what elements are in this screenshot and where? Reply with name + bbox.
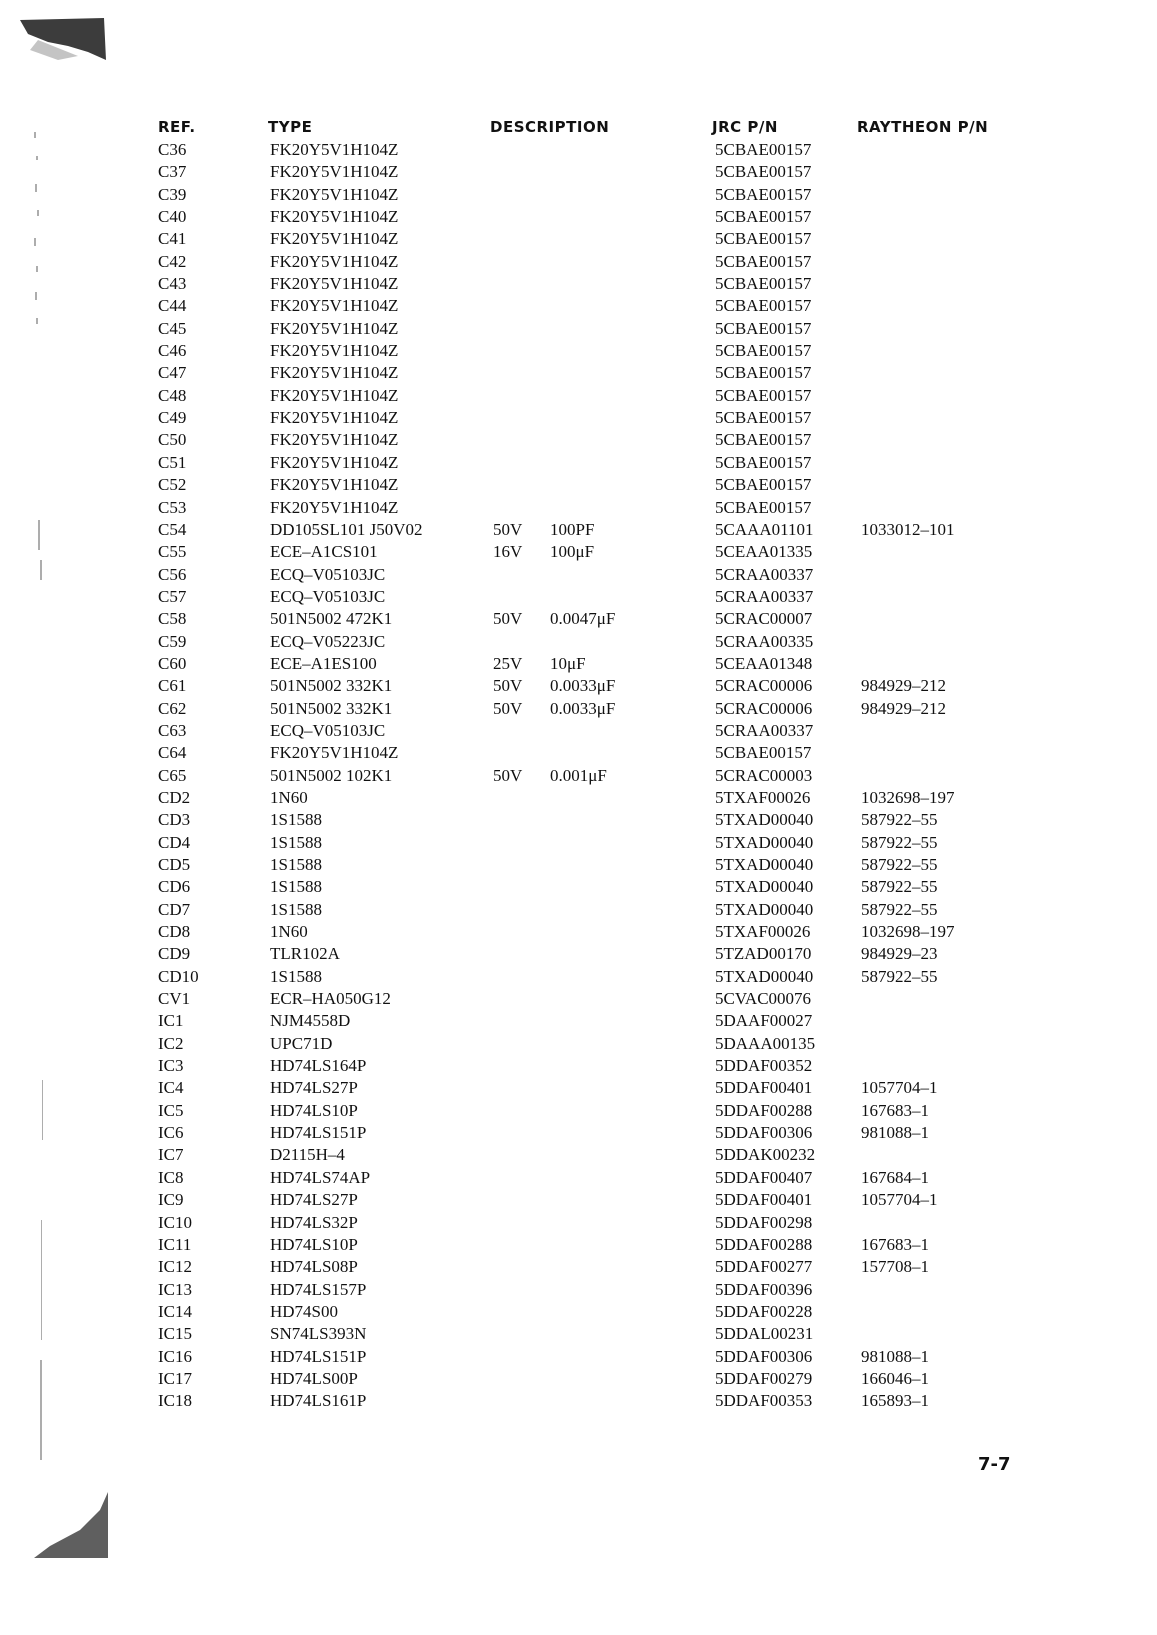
ref-cell: C41 xyxy=(158,229,187,249)
ref-cell: IC16 xyxy=(158,1346,192,1366)
ref-cell: C58 xyxy=(158,609,187,629)
ref-cell: C47 xyxy=(158,363,187,383)
ref-cell: C36 xyxy=(158,140,187,159)
table-row xyxy=(0,1189,1108,1211)
type-cell: HD74LS157P xyxy=(270,1279,367,1299)
raytheon-pn-cell: 984929–212 xyxy=(861,676,946,696)
ref-cell: CV1 xyxy=(158,989,191,1009)
table-row xyxy=(0,295,1108,317)
ref-cell: C37 xyxy=(158,162,187,182)
table-row xyxy=(0,899,1108,921)
voltage-cell: 50V xyxy=(493,765,523,785)
header-ref: REF. xyxy=(158,118,196,136)
ref-cell: CD2 xyxy=(158,787,191,807)
type-cell: HD74LS10P xyxy=(270,1100,358,1120)
header-raytheon-pn: RAYTHEON P/N xyxy=(857,118,989,136)
jrc-pn-cell: 5DDAF00298 xyxy=(715,1212,813,1232)
type-cell: HD74LS27P xyxy=(270,1190,358,1210)
jrc-pn-cell: 5CVAC00076 xyxy=(715,989,812,1009)
table-row xyxy=(0,1077,1108,1099)
type-cell: 1S1588 xyxy=(270,810,322,830)
table-row xyxy=(0,1033,1108,1055)
ref-cell: IC3 xyxy=(158,1056,184,1076)
jrc-pn-cell: 5CBAE00157 xyxy=(715,497,812,517)
jrc-pn-cell: 5DDAF00306 xyxy=(715,1346,813,1366)
value-cell: 0.0033μF xyxy=(550,698,616,718)
jrc-pn-cell: 5CRAA00335 xyxy=(715,631,814,651)
jrc-pn-cell: 5DAAF00027 xyxy=(715,1011,813,1031)
jrc-pn-cell: 5CRAC00003 xyxy=(715,765,813,785)
ref-cell: IC13 xyxy=(158,1279,192,1299)
ref-cell: C52 xyxy=(158,475,187,495)
ref-cell: C62 xyxy=(158,698,187,718)
raytheon-pn-cell: 981088–1 xyxy=(861,1346,929,1366)
type-cell: FK20Y5V1H104Z xyxy=(270,318,399,338)
ref-cell: C46 xyxy=(158,341,187,361)
raytheon-pn-cell: 587922–55 xyxy=(861,855,938,874)
jrc-pn-cell: 5DDAF00288 xyxy=(715,1234,813,1254)
table-row xyxy=(0,340,1108,362)
raytheon-pn-cell: 157708–1 xyxy=(861,1257,929,1277)
table-row xyxy=(0,1301,1108,1323)
jrc-pn-cell: 5DDAF00277 xyxy=(715,1257,813,1277)
table-row xyxy=(0,1122,1108,1144)
table-row xyxy=(0,228,1108,250)
jrc-pn-cell: 5CBAE00157 xyxy=(715,341,812,361)
type-cell: ECQ–V05223JC xyxy=(270,631,386,651)
raytheon-pn-cell: 166046–1 xyxy=(861,1368,929,1388)
jrc-pn-cell: 5CRAA00337 xyxy=(715,720,814,740)
table-row xyxy=(0,876,1108,898)
jrc-pn-cell: 5TXAD00040 xyxy=(715,832,814,852)
type-cell: ECR–HA050G12 xyxy=(270,989,391,1009)
jrc-pn-cell: 5DDAF00407 xyxy=(715,1167,813,1187)
table-row xyxy=(0,988,1108,1010)
ref-cell: C39 xyxy=(158,184,187,204)
table-row xyxy=(0,362,1108,384)
raytheon-pn-cell: 587922–55 xyxy=(861,966,938,986)
type-cell: HD74LS161P xyxy=(270,1391,367,1411)
type-cell: DD105SL101 J50V02 xyxy=(270,519,423,539)
type-cell: HD74LS00P xyxy=(270,1368,358,1388)
table-row xyxy=(0,1346,1108,1368)
table-row xyxy=(0,698,1108,720)
type-cell: HD74LS74AP xyxy=(270,1167,371,1187)
ref-cell: IC14 xyxy=(158,1301,192,1321)
table-row xyxy=(0,1055,1108,1077)
ref-cell: C61 xyxy=(158,676,187,696)
raytheon-pn-cell: 1032698–197 xyxy=(861,787,955,807)
type-cell: FK20Y5V1H104Z xyxy=(270,385,399,405)
jrc-pn-cell: 5TXAD00040 xyxy=(715,899,814,919)
type-cell: 501N5002 332K1 xyxy=(270,698,393,718)
table-row xyxy=(0,1144,1108,1166)
jrc-pn-cell: 5CBAE00157 xyxy=(715,207,812,227)
voltage-cell: 50V xyxy=(493,609,523,629)
type-cell: 1S1588 xyxy=(270,877,322,897)
raytheon-pn-cell: 1057704–1 xyxy=(861,1190,938,1210)
raytheon-pn-cell: 165893–1 xyxy=(861,1391,929,1411)
jrc-pn-cell: 5DDAF00279 xyxy=(715,1368,813,1388)
table-row xyxy=(0,541,1108,563)
type-cell: FK20Y5V1H104Z xyxy=(270,274,399,294)
type-cell: HD74LS164P xyxy=(270,1056,367,1076)
header-jrc-pn: JRC P/N xyxy=(712,118,778,136)
table-row xyxy=(0,1212,1108,1234)
scan-artifact-top xyxy=(18,16,108,64)
table-row xyxy=(0,921,1108,943)
table-row xyxy=(0,675,1108,697)
ref-cell: C57 xyxy=(158,586,187,606)
type-cell: FK20Y5V1H104Z xyxy=(270,452,399,472)
jrc-pn-cell: 5CRAA00337 xyxy=(715,586,814,606)
jrc-pn-cell: 5TXAD00040 xyxy=(715,855,814,874)
table-row xyxy=(0,184,1108,206)
jrc-pn-cell: 5TXAF00026 xyxy=(715,922,811,942)
type-cell: HD74LS32P xyxy=(270,1212,358,1232)
table-row xyxy=(0,966,1108,988)
type-cell: 1S1588 xyxy=(270,855,322,874)
raytheon-pn-cell: 587922–55 xyxy=(861,877,938,897)
ref-cell: CD7 xyxy=(158,899,191,919)
type-cell: 1S1588 xyxy=(270,899,322,919)
type-cell: ECQ–V05103JC xyxy=(270,586,386,606)
type-cell: FK20Y5V1H104Z xyxy=(270,184,399,204)
voltage-cell: 25V xyxy=(493,653,523,673)
ref-cell: C45 xyxy=(158,318,187,338)
table-row xyxy=(0,429,1108,451)
ref-cell: CD5 xyxy=(158,855,191,874)
ref-cell: CD9 xyxy=(158,944,191,964)
jrc-pn-cell: 5TXAF00026 xyxy=(715,787,811,807)
table-row xyxy=(0,139,1108,161)
jrc-pn-cell: 5DDAF00228 xyxy=(715,1301,813,1321)
table-row xyxy=(0,161,1108,183)
jrc-pn-cell: 5CBAE00157 xyxy=(715,229,812,249)
ref-cell: CD4 xyxy=(158,832,191,852)
type-cell: FK20Y5V1H104Z xyxy=(270,475,399,495)
jrc-pn-cell: 5DDAF00401 xyxy=(715,1078,813,1098)
type-cell: ECE–A1ES100 xyxy=(270,653,377,673)
type-cell: FK20Y5V1H104Z xyxy=(270,162,399,182)
value-cell: 100PF xyxy=(550,519,595,539)
value-cell: 0.0033μF xyxy=(550,676,616,696)
ref-cell: CD8 xyxy=(158,922,191,942)
table-row xyxy=(0,1390,1108,1412)
ref-cell: C54 xyxy=(158,519,187,539)
table-row xyxy=(0,564,1108,586)
jrc-pn-cell: 5DDAK00232 xyxy=(715,1145,816,1165)
table-row xyxy=(0,251,1108,273)
table-row xyxy=(0,519,1108,541)
jrc-pn-cell: 5CBAE00157 xyxy=(715,318,812,338)
type-cell: 501N5002 332K1 xyxy=(270,676,393,696)
jrc-pn-cell: 5DDAF00352 xyxy=(715,1056,813,1076)
ref-cell: IC10 xyxy=(158,1212,192,1232)
type-cell: 1N60 xyxy=(270,787,308,807)
ref-cell: IC9 xyxy=(158,1190,184,1210)
ref-cell: C55 xyxy=(158,542,187,562)
ref-cell: IC11 xyxy=(158,1234,192,1254)
type-cell: HD74LS10P xyxy=(270,1234,358,1254)
jrc-pn-cell: 5CBAE00157 xyxy=(715,140,812,159)
jrc-pn-cell: 5CBAE00157 xyxy=(715,274,812,294)
type-cell: HD74S00 xyxy=(270,1301,339,1321)
ref-cell: C59 xyxy=(158,631,187,651)
ref-cell: IC1 xyxy=(158,1011,184,1031)
table-row xyxy=(0,586,1108,608)
table-row xyxy=(0,273,1108,295)
value-cell: 10μF xyxy=(550,653,586,673)
table-row xyxy=(0,809,1108,831)
voltage-cell: 50V xyxy=(493,519,523,539)
table-row xyxy=(0,742,1108,764)
table-row xyxy=(0,1368,1108,1390)
raytheon-pn-cell: 1032698–197 xyxy=(861,922,955,942)
voltage-cell: 50V xyxy=(493,676,523,696)
ref-cell: C49 xyxy=(158,408,187,428)
jrc-pn-cell: 5CBAE00157 xyxy=(715,251,812,271)
type-cell: FK20Y5V1H104Z xyxy=(270,430,399,450)
ref-cell: IC6 xyxy=(158,1123,184,1143)
raytheon-pn-cell: 167684–1 xyxy=(861,1167,929,1187)
type-cell: ECE–A1CS101 xyxy=(270,542,378,562)
table-row xyxy=(0,765,1108,787)
type-cell: TLR102A xyxy=(270,944,340,964)
jrc-pn-cell: 5DDAF00288 xyxy=(715,1100,813,1120)
type-cell: 1N60 xyxy=(270,922,308,942)
table-row xyxy=(0,1167,1108,1189)
ref-cell: IC12 xyxy=(158,1257,192,1277)
table-row xyxy=(0,385,1108,407)
jrc-pn-cell: 5CBAE00157 xyxy=(715,184,812,204)
table-row xyxy=(0,1100,1108,1122)
table-row xyxy=(0,497,1108,519)
type-cell: 1S1588 xyxy=(270,966,322,986)
table-row xyxy=(0,1234,1108,1256)
voltage-cell: 50V xyxy=(493,698,523,718)
jrc-pn-cell: 5CEAA01335 xyxy=(715,542,813,562)
table-row xyxy=(0,720,1108,742)
jrc-pn-cell: 5CRAC00006 xyxy=(715,698,813,718)
table-row xyxy=(0,206,1108,228)
value-cell: 0.0047μF xyxy=(550,609,616,629)
raytheon-pn-cell: 984929–23 xyxy=(861,944,938,964)
ref-cell: IC8 xyxy=(158,1167,184,1187)
type-cell: NJM4558D xyxy=(270,1011,351,1031)
type-cell: FK20Y5V1H104Z xyxy=(270,296,399,316)
ref-cell: IC4 xyxy=(158,1078,184,1098)
jrc-pn-cell: 5CAAA01101 xyxy=(715,519,814,539)
scan-artifact-bottom xyxy=(30,1490,110,1560)
type-cell: FK20Y5V1H104Z xyxy=(270,251,399,271)
jrc-pn-cell: 5DDAF00353 xyxy=(715,1391,813,1411)
raytheon-pn-cell: 587922–55 xyxy=(861,810,938,830)
jrc-pn-cell: 5CEAA01348 xyxy=(715,653,813,673)
raytheon-pn-cell: 981088–1 xyxy=(861,1123,929,1143)
table-row xyxy=(0,787,1108,809)
jrc-pn-cell: 5DDAF00396 xyxy=(715,1279,813,1299)
jrc-pn-cell: 5CBAE00157 xyxy=(715,162,812,182)
type-cell: 501N5002 472K1 xyxy=(270,609,393,629)
type-cell: D2115H–4 xyxy=(270,1145,345,1165)
table-row xyxy=(0,832,1108,854)
ref-cell: C48 xyxy=(158,385,187,405)
type-cell: UPC71D xyxy=(270,1033,333,1053)
table-row xyxy=(0,631,1108,653)
jrc-pn-cell: 5CBAE00157 xyxy=(715,408,812,428)
jrc-pn-cell: 5CBAE00157 xyxy=(715,430,812,450)
type-cell: FK20Y5V1H104Z xyxy=(270,363,399,383)
table-row xyxy=(0,943,1108,965)
jrc-pn-cell: 5CBAE00157 xyxy=(715,363,812,383)
type-cell: 501N5002 102K1 xyxy=(270,765,393,785)
voltage-cell: 16V xyxy=(493,542,523,562)
raytheon-pn-cell: 587922–55 xyxy=(861,899,938,919)
parts-table-body xyxy=(0,139,1108,1413)
jrc-pn-cell: 5CBAE00157 xyxy=(715,475,812,495)
table-row xyxy=(0,653,1108,675)
jrc-pn-cell: 5TXAD00040 xyxy=(715,877,814,897)
type-cell: FK20Y5V1H104Z xyxy=(270,408,399,428)
type-cell: FK20Y5V1H104Z xyxy=(270,207,399,227)
jrc-pn-cell: 5DDAF00401 xyxy=(715,1190,813,1210)
ref-cell: C65 xyxy=(158,765,187,785)
jrc-pn-cell: 5TXAD00040 xyxy=(715,966,814,986)
value-cell: 0.001μF xyxy=(550,765,607,785)
ref-cell: C50 xyxy=(158,430,187,450)
table-row xyxy=(0,608,1108,630)
jrc-pn-cell: 5DAAA00135 xyxy=(715,1033,816,1053)
table-row xyxy=(0,452,1108,474)
type-cell: HD74LS08P xyxy=(270,1257,358,1277)
raytheon-pn-cell: 167683–1 xyxy=(861,1234,929,1254)
page-number: 7-7 xyxy=(978,1454,1011,1475)
type-cell: SN74LS393N xyxy=(270,1324,367,1344)
type-cell: ECQ–V05103JC xyxy=(270,720,386,740)
jrc-pn-cell: 5DDAF00306 xyxy=(715,1123,813,1143)
type-cell: FK20Y5V1H104Z xyxy=(270,229,399,249)
ref-cell: C42 xyxy=(158,251,187,271)
table-row xyxy=(0,407,1108,429)
type-cell: HD74LS27P xyxy=(270,1078,358,1098)
type-cell: ECQ–V05103JC xyxy=(270,564,386,584)
ref-cell: C44 xyxy=(158,296,187,316)
ref-cell: IC2 xyxy=(158,1033,184,1053)
raytheon-pn-cell: 167683–1 xyxy=(861,1100,929,1120)
jrc-pn-cell: 5CBAE00157 xyxy=(715,743,812,763)
type-cell: FK20Y5V1H104Z xyxy=(270,140,399,159)
ref-cell: IC17 xyxy=(158,1368,192,1388)
ref-cell: C43 xyxy=(158,274,187,294)
table-row xyxy=(0,1279,1108,1301)
value-cell: 100μF xyxy=(550,542,595,562)
jrc-pn-cell: 5TZAD00170 xyxy=(715,944,812,964)
ref-cell: CD6 xyxy=(158,877,191,897)
type-cell: FK20Y5V1H104Z xyxy=(270,341,399,361)
ref-cell: C63 xyxy=(158,720,187,740)
raytheon-pn-cell: 984929–212 xyxy=(861,698,946,718)
table-row xyxy=(0,1010,1108,1032)
type-cell: HD74LS151P xyxy=(270,1346,367,1366)
ref-cell: CD10 xyxy=(158,966,199,986)
raytheon-pn-cell: 1033012–101 xyxy=(861,519,955,539)
ref-cell: IC18 xyxy=(158,1391,192,1411)
header-description: DESCRIPTION xyxy=(490,118,610,136)
raytheon-pn-cell: 1057704–1 xyxy=(861,1078,938,1098)
ref-cell: C56 xyxy=(158,564,187,584)
table-row xyxy=(0,1256,1108,1278)
type-cell: 1S1588 xyxy=(270,832,322,852)
ref-cell: IC7 xyxy=(158,1145,184,1165)
type-cell: FK20Y5V1H104Z xyxy=(270,743,399,763)
jrc-pn-cell: 5TXAD00040 xyxy=(715,810,814,830)
ref-cell: C51 xyxy=(158,452,187,472)
jrc-pn-cell: 5CBAE00157 xyxy=(715,385,812,405)
ref-cell: C53 xyxy=(158,497,187,517)
ref-cell: C60 xyxy=(158,653,187,673)
jrc-pn-cell: 5CRAC00007 xyxy=(715,609,813,629)
jrc-pn-cell: 5DDAL00231 xyxy=(715,1324,814,1344)
ref-cell: C64 xyxy=(158,743,187,763)
jrc-pn-cell: 5CBAE00157 xyxy=(715,452,812,472)
jrc-pn-cell: 5CRAA00337 xyxy=(715,564,814,584)
ref-cell: IC15 xyxy=(158,1324,192,1344)
type-cell: HD74LS151P xyxy=(270,1123,367,1143)
header-type: TYPE xyxy=(268,118,313,136)
table-row xyxy=(0,474,1108,496)
ref-cell: IC5 xyxy=(158,1100,184,1120)
type-cell: FK20Y5V1H104Z xyxy=(270,497,399,517)
raytheon-pn-cell: 587922–55 xyxy=(861,832,938,852)
jrc-pn-cell: 5CBAE00157 xyxy=(715,296,812,316)
table-row xyxy=(0,1323,1108,1345)
ref-cell: C40 xyxy=(158,207,187,227)
jrc-pn-cell: 5CRAC00006 xyxy=(715,676,813,696)
table-row xyxy=(0,318,1108,340)
ref-cell: CD3 xyxy=(158,810,191,830)
table-row xyxy=(0,854,1108,876)
